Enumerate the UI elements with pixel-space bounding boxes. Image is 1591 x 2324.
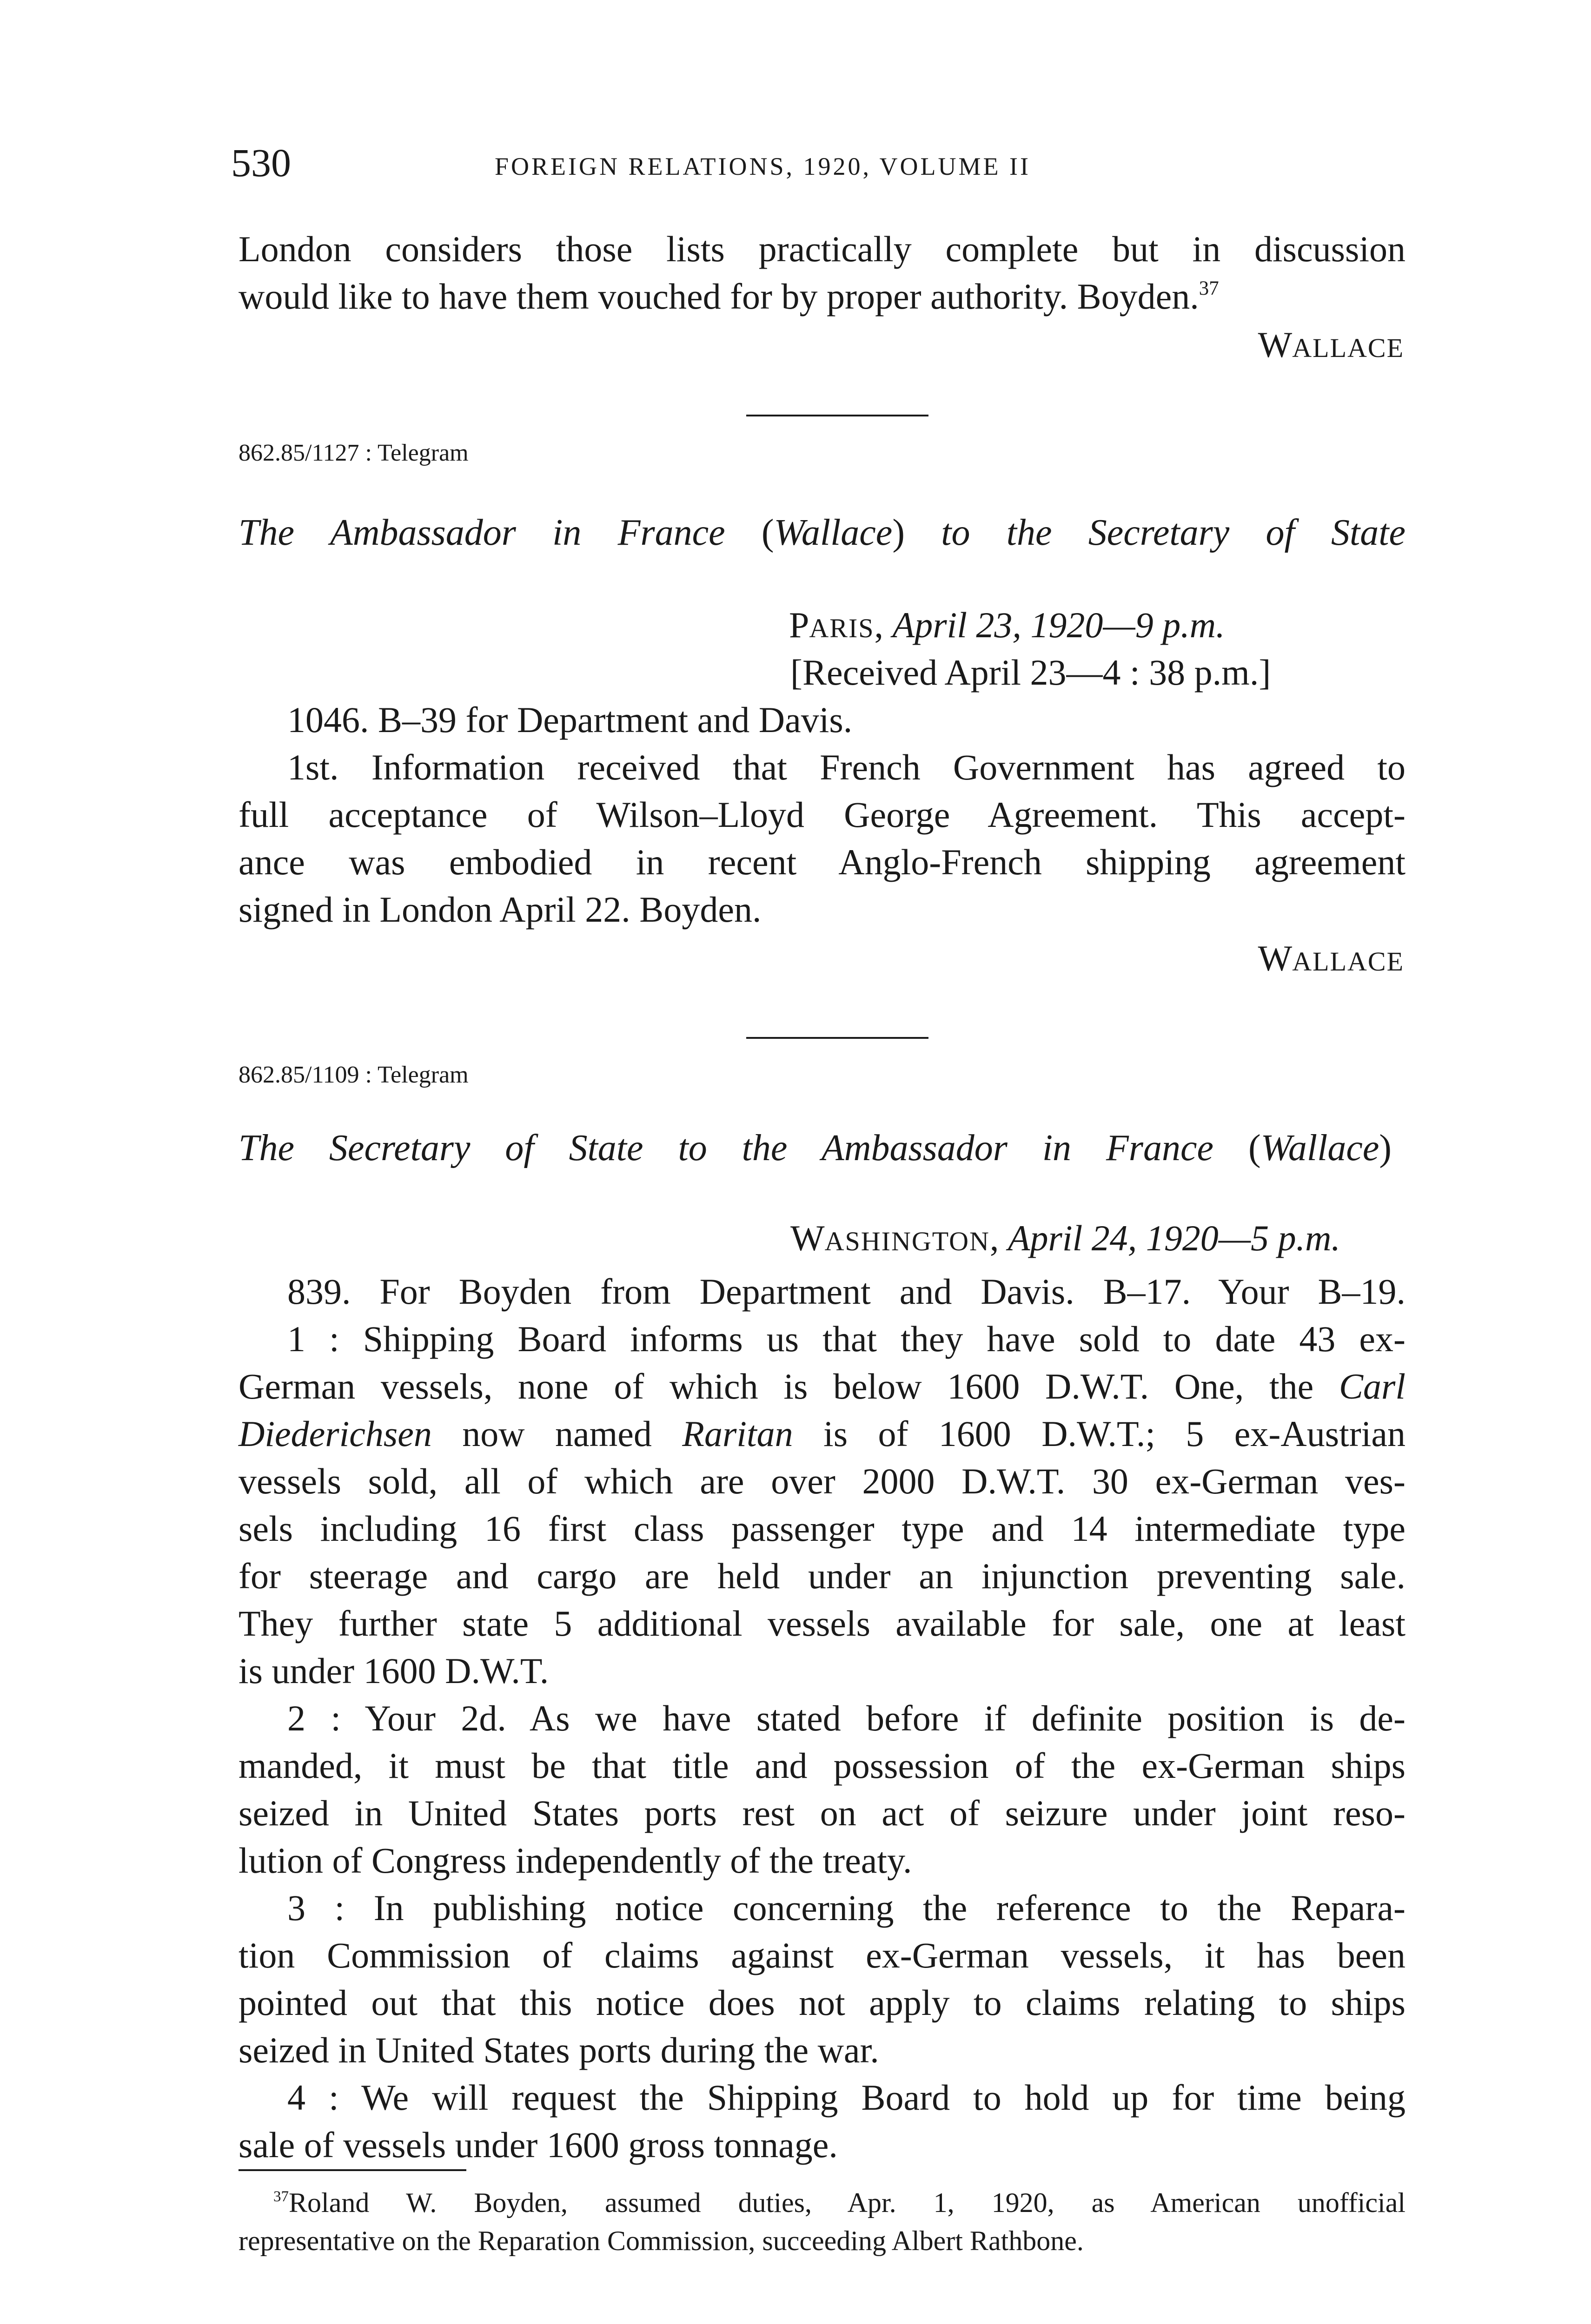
running-head: FOREIGN RELATIONS, 1920, VOLUME II xyxy=(495,152,1031,180)
received-line: [Received April 23—4 : 38 p.m.] xyxy=(790,652,1271,693)
text-line: They further state 5 additional vessels available for sale, one at least xyxy=(239,1603,1405,1644)
document-title: The Secretary of State to the Ambassador in France (Wallace) xyxy=(239,1128,1392,1169)
text-line: London considers those lists practically complete but in discussion xyxy=(239,229,1405,269)
text-line: is under 1600 D.W.T. xyxy=(239,1651,549,1691)
telegram-body xyxy=(239,696,1405,933)
file-reference: 862.85/1109 : Telegram xyxy=(239,1062,469,1088)
ship-name: Carl xyxy=(1339,1366,1405,1406)
text-line: vessels sold, all of which are over 2000 D.W.T. 30 ex-German ves- xyxy=(239,1461,1405,1501)
text-line: 1st. Information received that French Government has agreed to xyxy=(287,747,1405,787)
footnote-marker: 37 xyxy=(273,2188,289,2205)
continuation-text xyxy=(239,225,1405,320)
text-line: sels including 16 first class passenger type and 14 intermediate type xyxy=(239,1508,1405,1549)
text-line: Diederichsen now named Raritan is of 1600 D.W.T.; 5 ex-Austrian xyxy=(239,1413,1406,1454)
file-reference: 862.85/1127 : Telegram xyxy=(239,440,469,466)
text-line: pointed out that this notice does not apply to claims relating to ships xyxy=(239,1982,1405,2023)
text-line: 3 : In publishing notice concerning the reference to the Repara- xyxy=(287,1888,1405,1928)
footnote-line: $^{37}$Roland W. Boyden, assumed duties, Apr. 1, 1920, as American unofficial xyxy=(273,2187,1405,2218)
footnote-divider xyxy=(239,2169,466,2171)
text-line: signed in London April 22. Boyden. xyxy=(239,889,762,930)
section-divider xyxy=(746,1037,928,1039)
text-line: lution of Congress independently of the treaty. xyxy=(239,1840,912,1881)
text-line: ance was embodied in recent Anglo-French shipping agreement xyxy=(239,842,1405,882)
footnote-ref[interactable]: 37 xyxy=(1199,277,1219,299)
text-line: 1046. B–39 for Department and Davis. xyxy=(287,700,853,740)
text-line: manded, it must be that title and possession of the ex-German ships xyxy=(239,1745,1405,1786)
section-divider xyxy=(746,415,928,416)
page-number: 530 xyxy=(231,140,291,185)
text-line: 839. For Boyden from Department and Davis. B–17. Your B–19. xyxy=(287,1271,1405,1312)
signature: WALLACE xyxy=(1258,938,1404,978)
text-line: full acceptance of Wilson–Lloyd George Agreement. This accept- xyxy=(239,794,1405,835)
ship-name: Diederichsen xyxy=(239,1413,432,1454)
text-line: seized in United States ports rest on act of seizure under joint reso- xyxy=(239,1793,1405,1833)
telegram-body xyxy=(239,1268,1405,2169)
signature: WALLACE xyxy=(1258,324,1404,365)
text-line: 2 : Your 2d. As we have stated before if definite position is de- xyxy=(287,1698,1405,1738)
dateline: WASHINGTON, April 24, 1920—5 p.m. xyxy=(790,1218,1340,1258)
ship-name: Raritan xyxy=(682,1413,793,1454)
text-line: tion Commission of claims against ex-German vessels, it has been xyxy=(239,1935,1405,1975)
text-line: for steerage and cargo are held under an injunction preventing sale. xyxy=(239,1556,1405,1596)
dateline: PARIS, April 23, 1920—9 p.m. xyxy=(789,605,1225,645)
text-line: seized in United States ports during the war. xyxy=(239,2030,879,2070)
footnote-line: representative on the Reparation Commission, succeeding Albert Rathbone. xyxy=(239,2225,1084,2256)
text-line: German vessels, none of which is below 1600 D.W.T. One, the Carl xyxy=(239,1366,1405,1406)
document-title: The Ambassador in France (Wallace) to the Secretary of State xyxy=(239,512,1405,553)
text-line: would like to have them vouched for by proper authority. Boyden.$^{37}$ xyxy=(239,276,1219,317)
footnote xyxy=(239,2184,1405,2260)
text-line: sale of vessels under 1600 gross tonnage. xyxy=(239,2125,838,2165)
text-line: 1 : Shipping Board informs us that they have sold to date 43 ex- xyxy=(287,1319,1405,1359)
text-line: 4 : We will request the Shipping Board to hold up for time being xyxy=(287,2077,1405,2118)
